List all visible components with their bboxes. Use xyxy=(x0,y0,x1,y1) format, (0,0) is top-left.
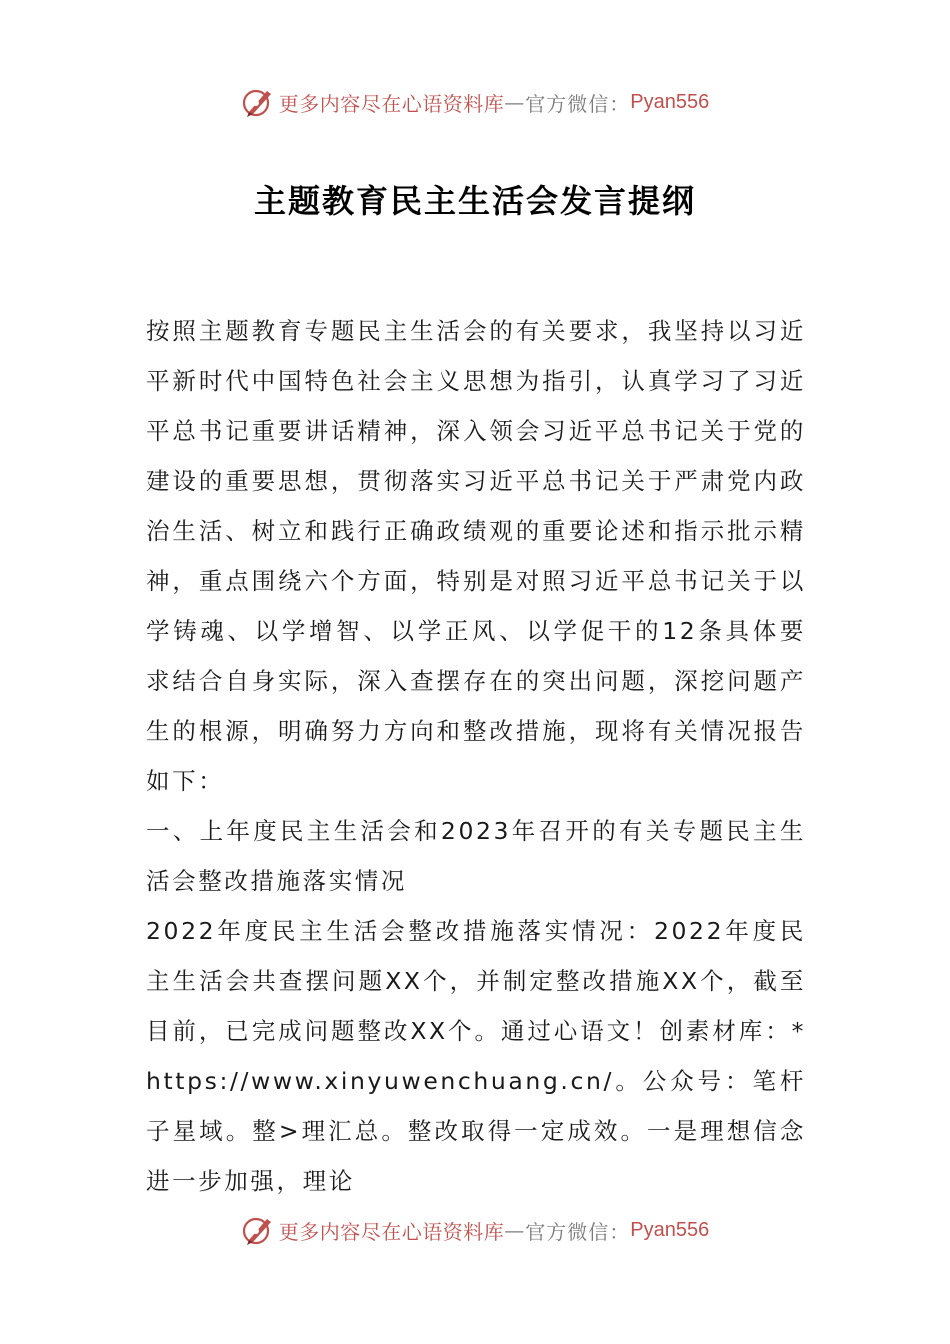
pen-circle-logo-icon xyxy=(241,85,275,119)
pen-circle-logo-icon xyxy=(241,1213,275,1247)
body-paragraph-intro: 按照主题教育专题民主生活会的有关要求，我坚持以习近平新时代中国特色社会主义思想为指引，认真学习了习近平总书记重要讲话精神，深入领会习近平总书记关于党的建设的重要思想，贯彻落实习近平总书记关于严肃党内政治生活、树立和践行正确政绩观的重要论述和指示批示精神，重点围绕六个方面，特别是对照习近平总书记关于以学铸魂、以学增智、以学正风、以学促干的12条具体要求结合自身实际，深入查摆存在的突出问题，深挖问题产生的根源，明确努力方向和整改措施，现将有关情况报告如下： xyxy=(146,317,806,795)
section-heading-1: 一、上年度民主生活会和2023年召开的有关专题民主生活会整改措施落实情况 xyxy=(146,817,806,895)
footer-watermark-banner xyxy=(0,1210,950,1250)
document-body xyxy=(146,306,806,1206)
banner-wechat-label: 官方微信： xyxy=(525,1219,631,1244)
banner-wechat-id: Pyan556 xyxy=(630,1218,710,1241)
body-paragraph-2022-rectification: 2022年度民主生活会整改措施落实情况：2022年度民主生活会共查摆问题XX个，并制定整改措施XX个，截至目前，已完成问题整改XX个。通过心语文！创素材库：*https://www.xinyuwenchuang.cn/。公众号：笔杆子星域。整>理汇总。整改取得一定成效。一是理想信念进一步加强，理论 xyxy=(146,917,806,1195)
header-watermark-banner xyxy=(0,82,950,122)
banner-separator: — xyxy=(504,90,526,114)
banner-site-name: 更多内容尽在心语资料库 xyxy=(278,91,505,116)
document-title: 主题教育民主生活会发言提纲 xyxy=(253,182,696,220)
banner-separator: — xyxy=(504,1218,526,1242)
banner-wechat-id: Pyan556 xyxy=(630,90,710,113)
banner-wechat-label: 官方微信： xyxy=(525,91,631,116)
banner-site-name: 更多内容尽在心语资料库 xyxy=(278,1219,505,1244)
